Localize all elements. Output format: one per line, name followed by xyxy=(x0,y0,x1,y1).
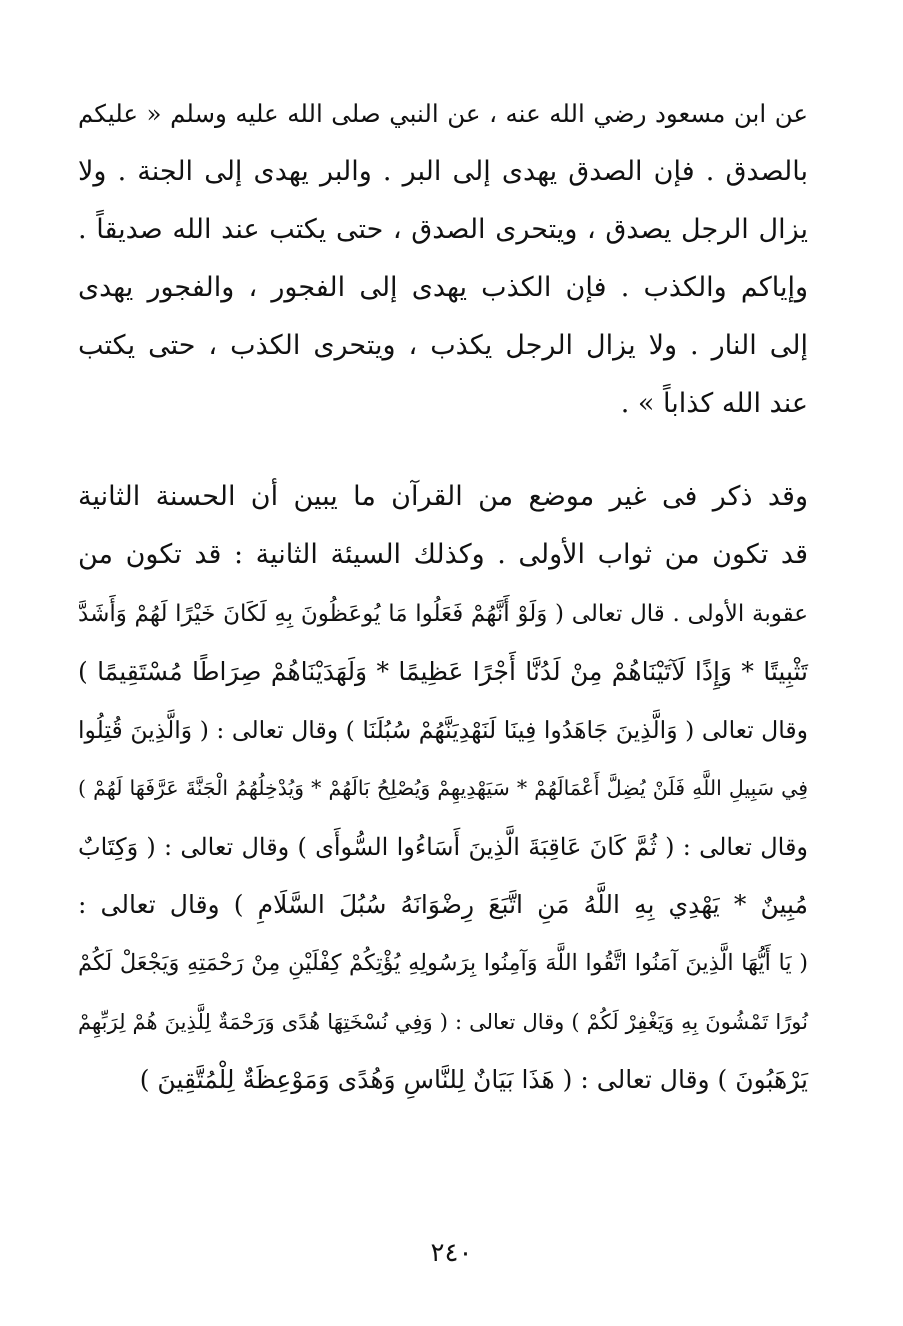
text-line: عن ابن مسعود رضي الله عنه ، عن النبي صلى الله عليه وسلم « عليكم xyxy=(78,99,808,128)
text-line: وإياكم والكذب . فإن الكذب يهدى إلى الفجور ، والفجور يهدى xyxy=(78,272,808,303)
text-line: يزال الرجل يصدق ، ويتحرى الصدق ، حتى يكتب عند الله صديقاً . xyxy=(78,214,808,245)
text-line: وقال تعالى : ( ثُمَّ كَانَ عَاقِبَةَ الَّذِينَ أَسَاءُوا السُّوأَى ) وقال تعالى : ( وَكِتَابٌ xyxy=(78,832,808,861)
text-line: قد تكون من ثواب الأولى . وكذلك السيئة الثانية : قد تكون من xyxy=(78,539,808,571)
text-line: وقال تعالى ( وَالَّذِينَ جَاهَدُوا فِينَا لَنَهْدِيَنَّهُمْ سُبُلَنَا ) وقال تعالى : ( وَالَّذِينَ قُتِلُوا xyxy=(78,716,808,745)
text-line: فِي سَبِيلِ اللَّهِ فَلَنْ يُضِلَّ أَعْمَالَهُمْ * سَيَهْدِيهِمْ وَيُصْلِحُ بَالَهُمْ * وَيُدْخِلُهُمُ الْجَنَّةَ عَرَّفَهَا لَهُمْ ) xyxy=(78,776,808,801)
text-line: عند الله كذاباً » . xyxy=(620,388,808,419)
text-line: نُورًا تَمْشُونَ بِهِ وَيَغْفِرْ لَكُمْ ) وقال تعالى : ( وَفِي نُسْخَتِهَا هُدًى وَرَحْمَةٌ لِلَّذِينَ هُمْ لِرَبِّهِمْ xyxy=(78,1009,808,1034)
text-line: ( يَا أَيُّهَا الَّذِينَ آمَنُوا اتَّقُوا اللَّهَ وَآمِنُوا بِرَسُولِهِ يُؤْتِكُمْ كِفْلَيْنِ مِنْ رَحْمَتِهِ وَيَجْعَلْ لَكُمْ xyxy=(78,950,808,977)
text-line: بالصدق . فإن الصدق يهدى إلى البر . والبر يهدى إلى الجنة . ولا xyxy=(78,156,808,187)
text-line: عقوبة الأولى . قال تعالى ( وَلَوْ أَنَّهُمْ فَعَلُوا مَا يُوعَظُونَ بِهِ لَكَانَ خَيْرًا لَهُمْ وَأَشَدَّ xyxy=(78,600,808,627)
text-line: إلى النار . ولا يزال الرجل يكذب ، ويتحرى الكذب ، حتى يكتب xyxy=(78,330,808,361)
paragraph-quran-verses xyxy=(78,468,808,1109)
text-line: يَرْهَبُونَ ) وقال تعالى : ( هَذَا بَيَانٌ لِلنَّاسِ وَهُدًى وَمَوْعِظَةٌ لِلْمُتَّقِينَ ) xyxy=(139,1064,808,1094)
paragraph-hadith xyxy=(78,85,808,433)
text-line: مُبِينٌ * يَهْدِي بِهِ اللَّهُ مَنِ اتَّبَعَ رِضْوَانَهُ سُبُلَ السَّلَامِ ) وقال تعالى : xyxy=(78,890,808,920)
text-line: وقد ذكر فى غير موضع من القرآن ما يبين أن الحسنة الثانية xyxy=(78,481,808,512)
page-number: ٢٤٠ xyxy=(430,1238,473,1268)
text-line: تَثْبِيتًا * وَإِذًا لَآتَيْنَاهُمْ مِنْ لَدُنَّا أَجْرًا عَظِيمًا * وَلَهَدَيْنَاهُمْ صِرَاطًا مُسْتَقِيمًا ) xyxy=(78,656,808,686)
